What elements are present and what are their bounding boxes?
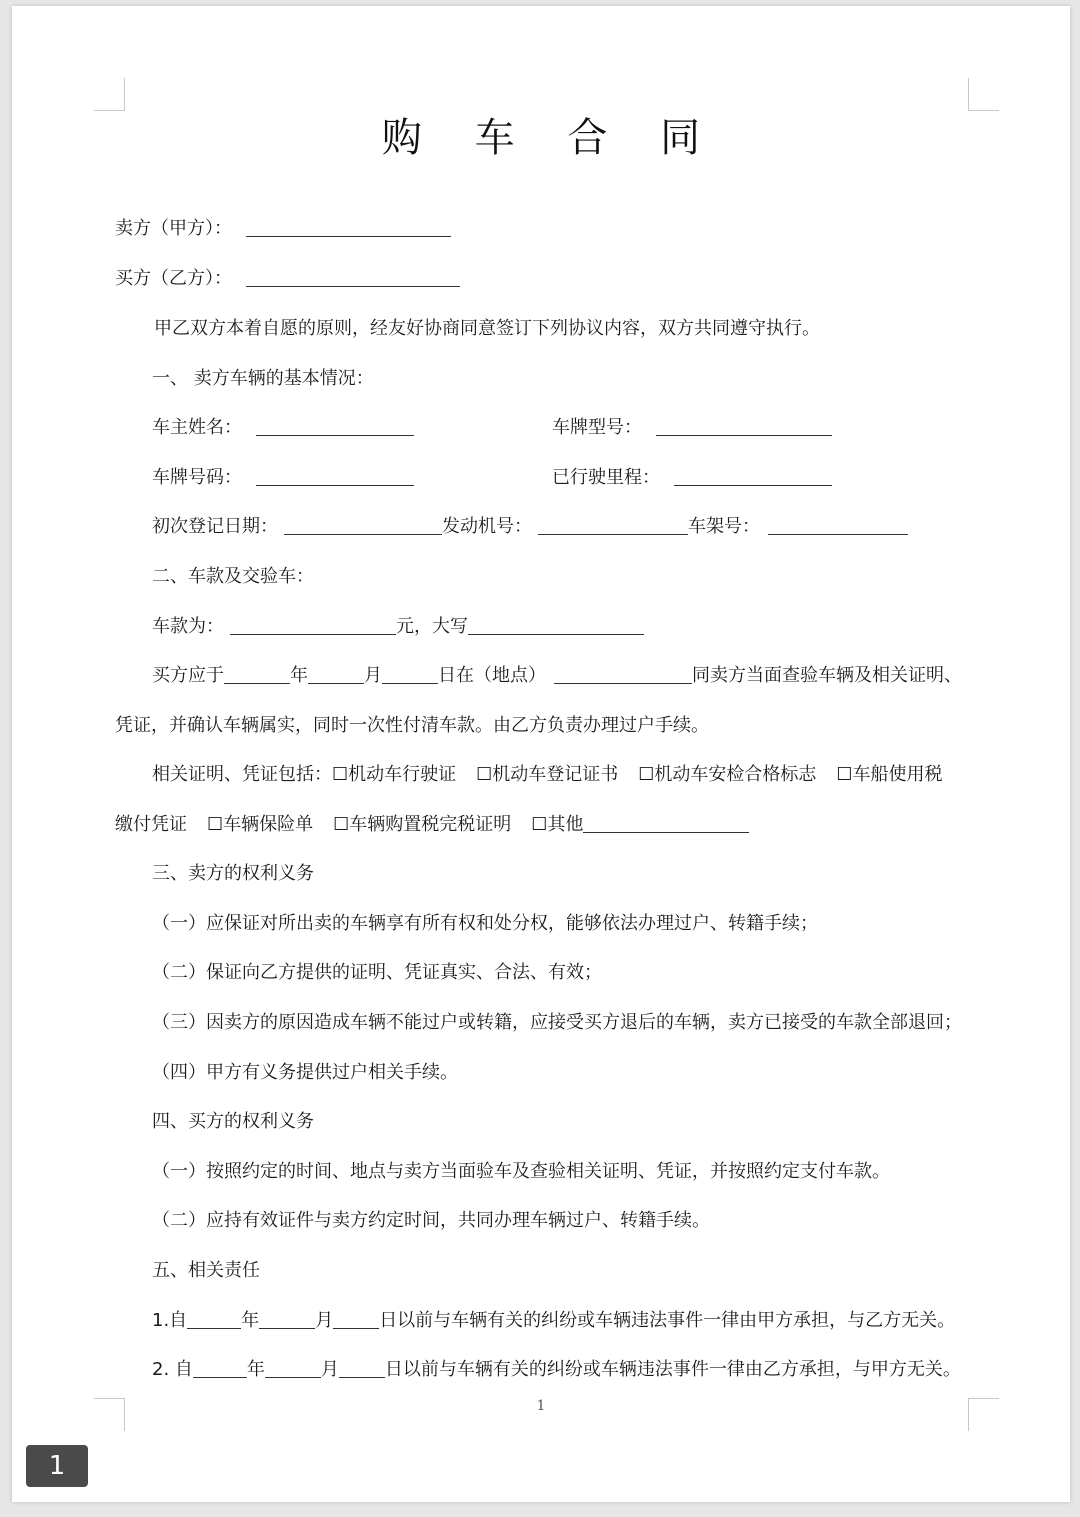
page-number: 1 (536, 1398, 546, 1414)
section3-item: （三）因卖方的原因造成车辆不能过户或转籍，应接受买方退后的车辆，卖方已接受的车款全部退回； (152, 1012, 962, 1033)
liability-2-year-blank (193, 1359, 247, 1378)
section2-heading: 二、车款及交验车： (152, 566, 314, 587)
inspection-text-a: 买方应于 (152, 665, 224, 686)
liability-item-1 (152, 1309, 955, 1333)
liability-1-prefix: 1.自 (152, 1310, 188, 1331)
inspection-day-label: 日在（地点） (438, 665, 546, 686)
price-words-blank (468, 616, 644, 635)
inspection-year-blank (224, 665, 290, 684)
engine-no-label: 发动机号： (442, 516, 532, 537)
price-label: 车款为： (152, 616, 224, 637)
liability-1-day-blank (333, 1310, 379, 1329)
inspection-continuation: 凭证，并确认车辆属实，同时一次性付清车款。由乙方负责办理过户手续。 (115, 715, 709, 736)
document-page (12, 6, 1070, 1502)
section3-item: （二）保证向乙方提供的证明、凭证真实、合法、有效； (152, 962, 602, 983)
intro-paragraph: 甲乙双方本着自愿的原则，经友好协商同意签订下列协议内容，双方共同遵守执行。 (154, 318, 820, 339)
documents-row-1 (152, 763, 943, 787)
price-row (152, 615, 644, 639)
section4-item: （一）按照约定的时间、地点与卖方当面验车及查验相关证明、凭证，并按照约定支付车款。 (152, 1161, 890, 1182)
liability-item-2 (152, 1358, 961, 1382)
frame-no-label: 车架号： (688, 516, 760, 537)
first-reg-date-label: 初次登记日期： (152, 516, 278, 537)
section5-heading: 五、相关责任 (152, 1260, 260, 1281)
document-title: 购 车 合 同 (381, 115, 721, 161)
registration-row (152, 515, 908, 539)
liability-1-month: 月 (315, 1310, 334, 1331)
liability-1-suffix: 日以前与车辆有关的纠纷或车辆违法事件一律由甲方承担，与乙方无关。 (379, 1310, 956, 1331)
section4-item: （二）应持有效证件与卖方约定时间，共同办理车辆过户、转籍手续。 (152, 1210, 710, 1231)
doc-vehicle-tax-cont: 缴付凭证 (115, 814, 187, 835)
plate-model-label: 车牌型号： (552, 417, 642, 438)
liability-2-day-blank (339, 1359, 385, 1378)
mileage-blank (674, 467, 832, 486)
section3-item: （一）应保证对所出卖的车辆享有所有权和处分权，能够依法办理过户、转籍手续； (152, 913, 818, 934)
doc-other: ☐其他 (531, 814, 584, 835)
engine-no-blank (538, 516, 688, 535)
doc-safety-inspection: ☐机动车安检合格标志 (638, 764, 817, 785)
seller-label: 卖方（甲方）： (115, 218, 232, 239)
doc-purchase-tax: ☐车辆购置税完税证明 (333, 814, 512, 835)
liability-2-year: 年 (246, 1359, 265, 1380)
seller-blank (246, 218, 451, 237)
price-unit: 元，大写 (396, 616, 468, 637)
documents-label: 相关证明、凭证包括： (152, 764, 332, 785)
inspection-place-blank (554, 665, 692, 684)
owner-name-label: 车主姓名： (152, 417, 242, 438)
doc-insurance: ☐车辆保险单 (207, 814, 314, 835)
frame-no-blank (768, 516, 908, 535)
plate-number-label: 车牌号码： (152, 467, 242, 488)
liability-1-month-blank (259, 1310, 315, 1329)
liability-1-year-blank (187, 1310, 241, 1329)
inspection-month-blank (308, 665, 364, 684)
inspection-year-label: 年 (290, 665, 308, 686)
plate-model-blank (656, 417, 832, 436)
mileage-label: 已行驶里程： (552, 467, 660, 488)
documents-row-2 (115, 813, 749, 837)
plate-number-blank (256, 467, 414, 486)
buyer-blank (246, 268, 460, 287)
liability-2-suffix: 日以前与车辆有关的纠纷或车辆违法事件一律由乙方承担，与甲方无关。 (384, 1359, 961, 1380)
seller-line (115, 217, 451, 241)
section1-heading: 一、 卖方车辆的基本情况： (152, 368, 374, 389)
inspection-month-label: 月 (364, 665, 382, 686)
doc-driving-license: ☐机动车行驶证 (332, 764, 457, 785)
price-blank (230, 616, 396, 635)
owner-name-blank (256, 417, 414, 436)
plate-number-field (152, 466, 414, 490)
owner-name-field (152, 416, 414, 440)
first-reg-date-blank (284, 516, 442, 535)
doc-other-blank (583, 814, 749, 833)
inspection-text-b: 同卖方当面查验车辆及相关证明、 (692, 665, 962, 686)
buyer-label: 买方（乙方）： (115, 268, 232, 289)
buyer-line (115, 267, 460, 291)
inspection-row (152, 664, 962, 688)
section3-heading: 三、卖方的权利义务 (152, 863, 314, 884)
liability-2-month: 月 (320, 1359, 339, 1380)
doc-registration-certificate: ☐机动车登记证书 (476, 764, 619, 785)
section3-item: （四）甲方有义务提供过户相关手续。 (152, 1062, 458, 1083)
page-indicator-badge[interactable]: 1 (26, 1445, 88, 1487)
section4-heading: 四、买方的权利义务 (152, 1111, 314, 1132)
liability-1-year: 年 (241, 1310, 260, 1331)
liability-2-month-blank (265, 1359, 321, 1378)
liability-2-prefix: 2. 自 (152, 1359, 193, 1380)
plate-model-field (552, 416, 832, 440)
doc-vehicle-tax: ☐车船使用税 (836, 764, 943, 785)
inspection-day-blank (382, 665, 438, 684)
mileage-field (552, 466, 832, 490)
